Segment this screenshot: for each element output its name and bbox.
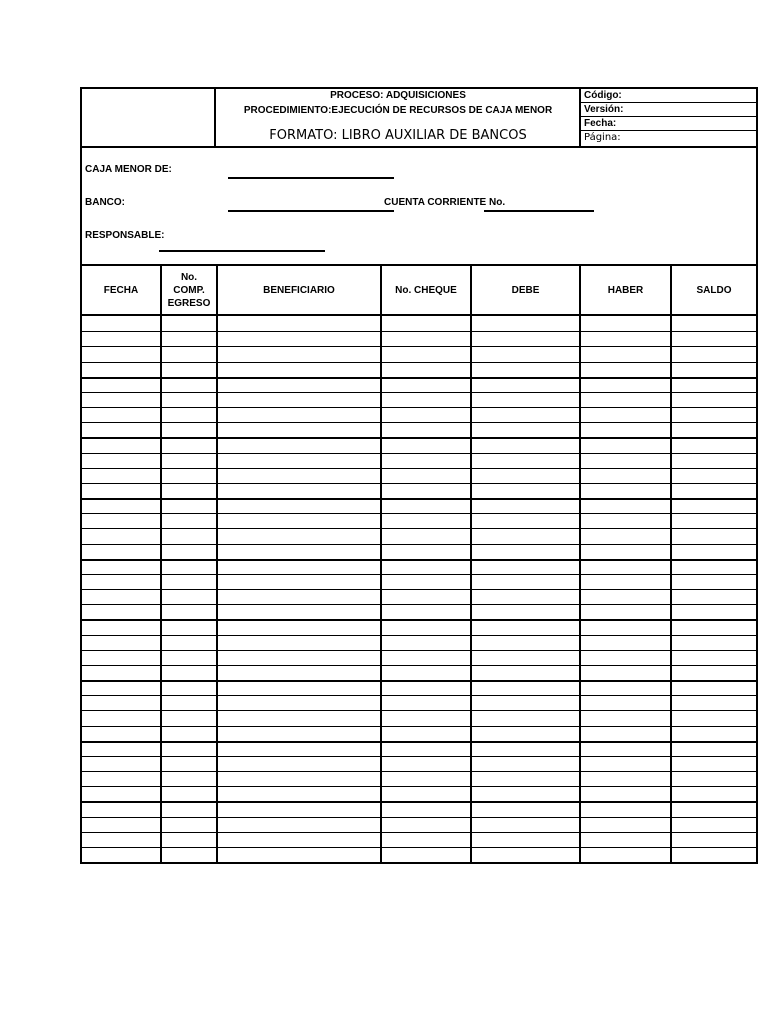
- table-row-line: [82, 437, 756, 439]
- table-row-line: [82, 392, 756, 393]
- caja-menor-label: CAJA MENOR DE:: [85, 164, 172, 175]
- table-row-line: [82, 756, 756, 757]
- col-fecha: FECHA: [103, 284, 139, 296]
- cuenta-corriente-line[interactable]: [484, 210, 594, 212]
- col-debe: DEBE: [511, 284, 540, 296]
- table-row-line: [82, 544, 756, 545]
- table-row-line: [82, 801, 756, 803]
- col-no-cheque: No. CHEQUE: [395, 284, 457, 296]
- procedimiento-title: PROCEDIMIENTO:EJECUCIÓN DE RECURSOS DE CAJA MENOR: [243, 105, 553, 116]
- title-cell: [216, 89, 580, 146]
- column-divider: [579, 266, 581, 862]
- table-row-line: [82, 771, 756, 772]
- table-row-line: [82, 498, 756, 500]
- cuenta-corriente-label: CUENTA CORRIENTE No.: [384, 197, 506, 208]
- table-row-line: [82, 710, 756, 711]
- responsable-line[interactable]: [159, 250, 325, 252]
- table-row-line: [82, 665, 756, 666]
- version-field[interactable]: Versión:: [581, 103, 756, 117]
- table-row-line: [82, 786, 756, 787]
- table-row-line: [82, 695, 756, 696]
- table-row-line: [82, 574, 756, 575]
- table-row-line: [82, 619, 756, 621]
- fecha-field[interactable]: Fecha:: [581, 117, 756, 131]
- col-beneficiario: BENEFICIARIO: [263, 284, 335, 296]
- codigo-field[interactable]: Código:: [581, 89, 756, 103]
- table-row-line: [82, 847, 756, 848]
- table-row-line: [82, 528, 756, 529]
- table-row-line: [82, 726, 756, 727]
- pagina-field[interactable]: Página:: [584, 132, 621, 143]
- table-row-line: [82, 741, 756, 743]
- table-row-line: [82, 346, 756, 347]
- table-row-line: [82, 331, 756, 332]
- banco-line[interactable]: [228, 210, 394, 212]
- table-row-line: [82, 817, 756, 818]
- table-row-line: [82, 483, 756, 484]
- responsable-label: RESPONSABLE:: [85, 230, 165, 241]
- col-haber: HABER: [607, 284, 644, 296]
- table-row-line: [82, 377, 756, 379]
- table-row-line: [82, 635, 756, 636]
- column-divider: [216, 266, 218, 862]
- column-divider: [160, 266, 162, 862]
- column-divider: [380, 266, 382, 862]
- proceso-title: PROCESO: ADQUISICIONES: [330, 90, 466, 101]
- caja-menor-line[interactable]: [228, 177, 394, 179]
- table-row-line: [82, 513, 756, 514]
- form-header: [82, 89, 756, 148]
- table-row-line: [82, 559, 756, 561]
- column-divider: [670, 266, 672, 862]
- table-header: [82, 266, 756, 316]
- table-row-line: [82, 604, 756, 605]
- table-body: [82, 316, 756, 862]
- col-comp-egreso: No. COMP. EGRESO: [167, 271, 211, 309]
- libro-auxiliar-form: [80, 87, 758, 864]
- formato-title: FORMATO: LIBRO AUXILIAR DE BANCOS: [269, 128, 527, 143]
- info-section: [82, 148, 756, 266]
- logo-cell: [82, 89, 216, 146]
- document-reference: [579, 89, 756, 146]
- table-row-line: [82, 680, 756, 682]
- table-row-line: [82, 407, 756, 408]
- column-divider: [470, 266, 472, 862]
- table-row-line: [82, 422, 756, 423]
- col-saldo: SALDO: [696, 284, 732, 296]
- table-row-line: [82, 468, 756, 469]
- table-row-line: [82, 650, 756, 651]
- table-row-line: [82, 453, 756, 454]
- banco-label: BANCO:: [85, 197, 125, 208]
- table-row-line: [82, 589, 756, 590]
- table-row-line: [82, 832, 756, 833]
- table-row-line: [82, 362, 756, 363]
